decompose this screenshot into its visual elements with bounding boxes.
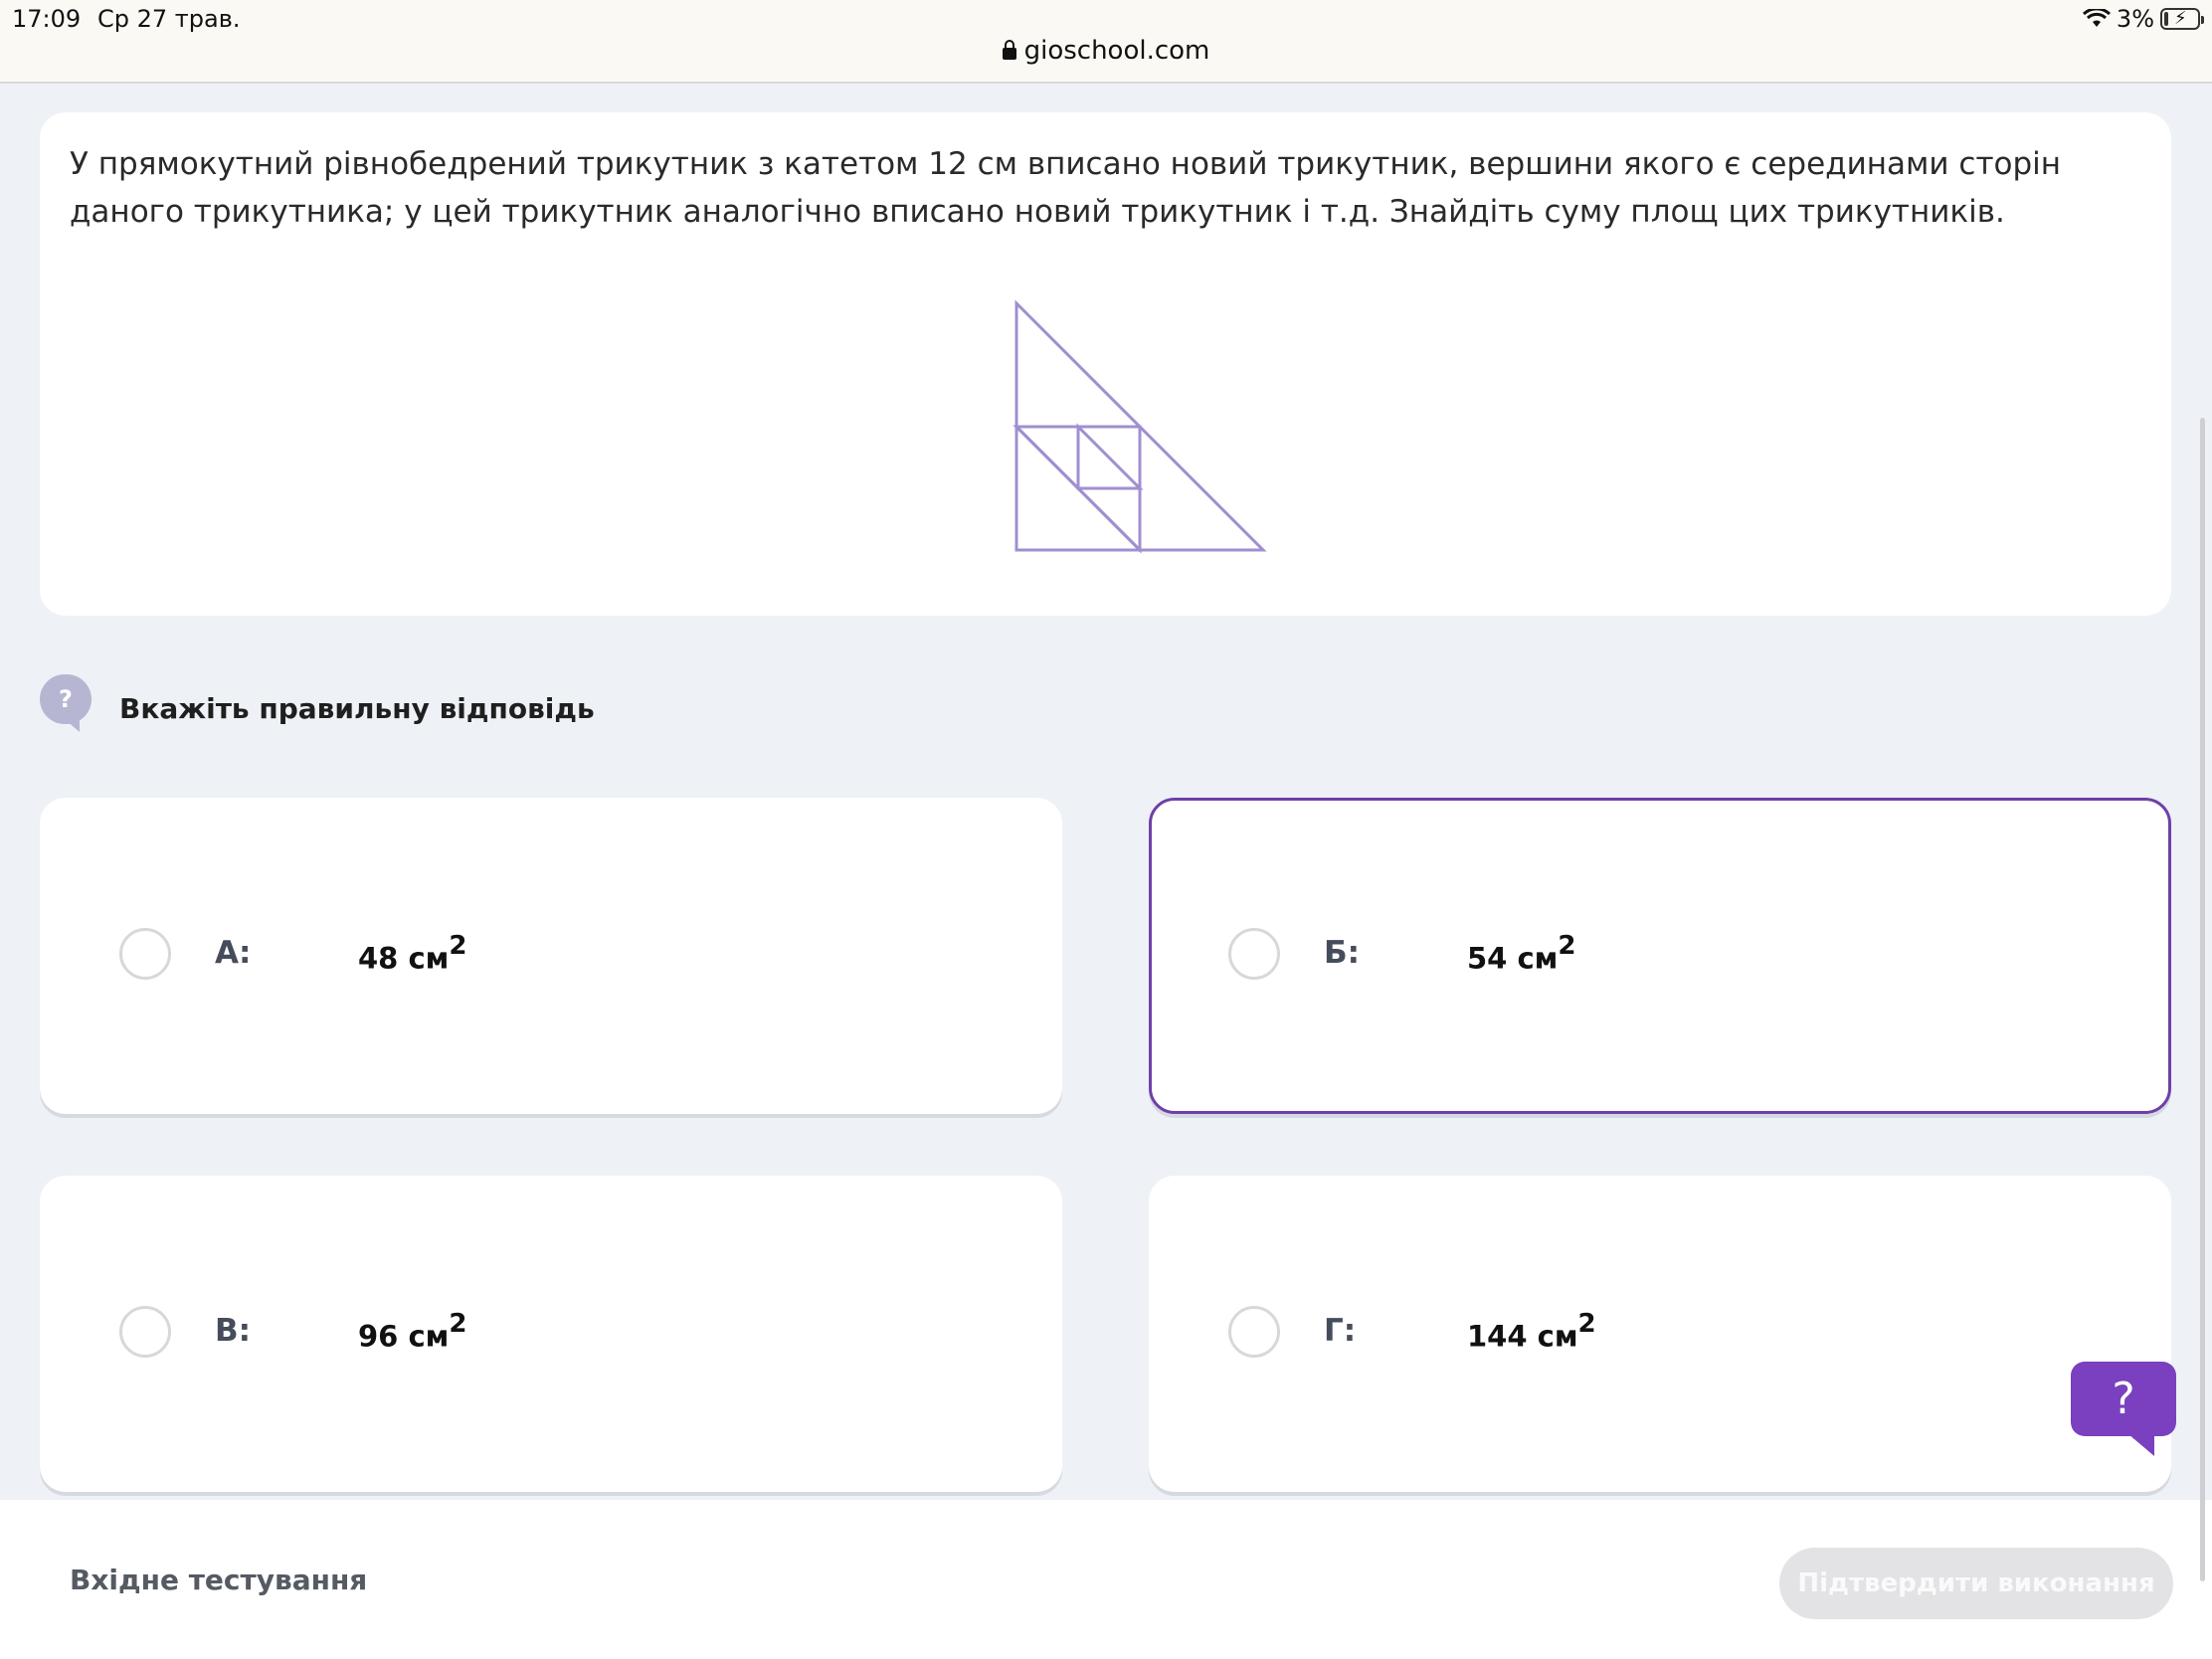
- help-chat-button[interactable]: ?: [2071, 1362, 2176, 1436]
- battery-percent: 3%: [2116, 5, 2154, 33]
- status-date: Ср 27 трав.: [97, 5, 241, 33]
- option-b-radio[interactable]: [1228, 928, 1280, 980]
- question-hint-icon: ?: [40, 674, 92, 724]
- browser-top-bar: [0, 0, 2212, 84]
- option-g-value: 144 $см^2$: [1467, 1309, 1596, 1354]
- status-indicators: [2083, 5, 2200, 33]
- option-a-card[interactable]: [40, 798, 1062, 1114]
- confirm-button[interactable]: Підтвердити виконання: [1779, 1548, 2173, 1619]
- bottom-bar: [0, 1500, 2212, 1659]
- option-v-radio[interactable]: [119, 1306, 171, 1358]
- question-text: У прямокутний рівнобедрений трикутник з катетом 12 см вписано новий трикутник, вершини якого є серединами сторін даного трикутника; у цей трикутник аналогічно вписано новий трикутник і т.д. Знайдіть суму площ цих трикутників.: [70, 146, 2062, 230]
- option-g-radio[interactable]: [1228, 1306, 1280, 1358]
- option-v-value: 96 $см^2$: [358, 1309, 467, 1354]
- status-time: 17:09: [12, 5, 82, 33]
- wifi-icon: [2083, 9, 2111, 29]
- option-a-letter: А:: [215, 935, 252, 971]
- battery-icon: ⚡: [2160, 8, 2200, 30]
- option-g-letter: Г:: [1324, 1313, 1357, 1349]
- option-v-letter: В:: [215, 1313, 252, 1349]
- address-bar[interactable]: [0, 36, 2212, 66]
- option-a-value: 48 $см^2$: [358, 931, 467, 976]
- nested-triangles-figure: [975, 272, 1293, 560]
- test-name: Вхідне тестування: [70, 1564, 368, 1596]
- question-card: [40, 112, 2171, 616]
- lock-icon: [1003, 48, 1016, 60]
- option-a-radio[interactable]: [119, 928, 171, 980]
- option-v-card[interactable]: [40, 1176, 1062, 1492]
- instruction-text: Вкажіть правильну відповідь: [119, 692, 595, 725]
- option-b-value: 54 $см^2$: [1467, 931, 1576, 976]
- page-scrollbar[interactable]: [2200, 418, 2205, 1581]
- option-b-card[interactable]: [1149, 798, 2171, 1114]
- url-text: gioschool.com: [1023, 36, 1210, 66]
- option-g-card[interactable]: [1149, 1176, 2171, 1492]
- option-b-letter: Б:: [1324, 935, 1361, 971]
